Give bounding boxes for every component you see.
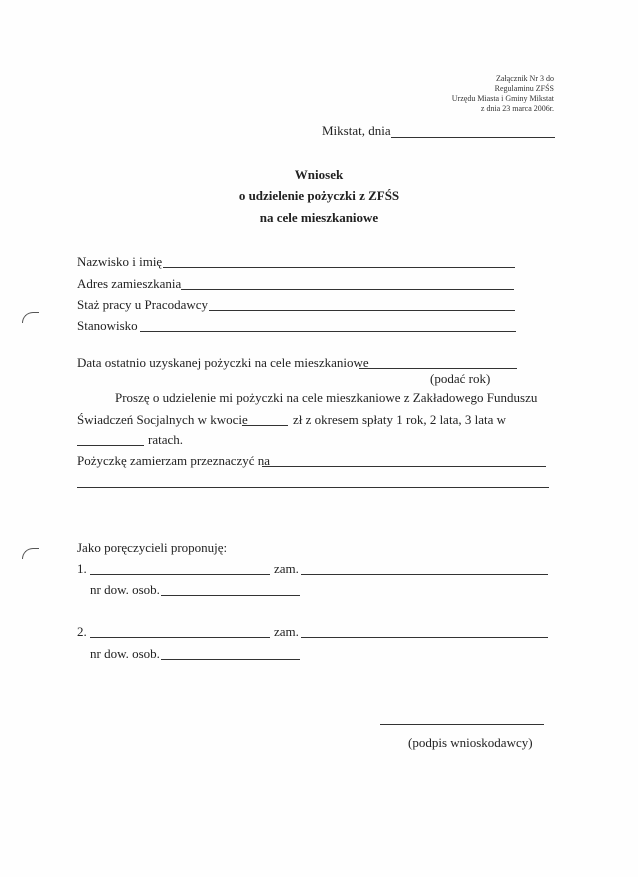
- last-loan-label: Data ostatnio uzyskanej pożyczki na cele mieszkaniowe: [77, 355, 369, 370]
- name-label: Nazwisko i imię: [77, 254, 163, 269]
- guarantor-id-label: nr dow. osob.: [90, 582, 160, 597]
- signature-label: (podpis wnioskodawcy): [408, 735, 533, 750]
- form-subtitle: o udzielenie pożyczki z ZFŚS: [238, 188, 400, 203]
- guarantor-number: 1.: [77, 561, 87, 576]
- date-field[interactable]: [391, 137, 555, 138]
- guarantor-id-field[interactable]: [161, 659, 300, 660]
- guarantor-address-label: zam.: [274, 624, 299, 639]
- form-title: Wniosek: [294, 167, 344, 182]
- purpose-field[interactable]: [262, 466, 546, 467]
- signature-field[interactable]: [380, 724, 544, 725]
- guarantor-address-label: zam.: [274, 561, 299, 576]
- purpose-label: Pożyczkę zamierzam przeznaczyć na: [77, 453, 271, 468]
- request-text-line: Świadczeń Socjalnych w kwocie: [77, 412, 248, 427]
- seniority-field[interactable]: [209, 310, 515, 311]
- guarantor-id-label: nr dow. osob.: [90, 646, 160, 661]
- request-text-line: zł z okresem spłaty 1 rok, 2 lata, 3 lata w: [293, 412, 506, 427]
- guarantors-heading: Jako poręczycieli proponuję:: [77, 540, 228, 555]
- place-date-label: Mikstat, dnia: [322, 123, 391, 138]
- year-hint: (podać rok): [430, 371, 491, 386]
- form-subtitle: na cele mieszkaniowe: [259, 210, 379, 225]
- position-field[interactable]: [140, 331, 516, 332]
- request-text-line: ratach.: [148, 432, 184, 447]
- seniority-label: Staż pracy u Pracodawcy: [77, 297, 209, 312]
- attachment-line: Załącznik Nr 3 do: [496, 74, 554, 83]
- position-label: Stanowisko: [77, 318, 138, 333]
- guarantor-address-field[interactable]: [301, 574, 548, 575]
- guarantor-name-field[interactable]: [90, 574, 270, 575]
- installments-field[interactable]: [77, 445, 144, 446]
- attachment-line: z dnia 23 marca 2006r.: [480, 104, 554, 113]
- attachment-line: Regulaminu ZFŚS: [494, 84, 554, 93]
- guarantor-address-field[interactable]: [301, 637, 548, 638]
- request-text-line: Proszę o udzielenie mi pożyczki na cele mieszkaniowe z Zakładowego Funduszu: [115, 390, 538, 405]
- punch-hole-mark: [22, 312, 39, 323]
- purpose-field-continuation[interactable]: [77, 487, 549, 488]
- amount-field[interactable]: [242, 425, 288, 426]
- guarantor-name-field[interactable]: [90, 637, 270, 638]
- punch-hole-mark: [22, 548, 39, 559]
- attachment-line: Urzędu Miasta i Gminy Mikstat: [451, 94, 554, 103]
- last-loan-field[interactable]: [359, 368, 517, 369]
- guarantor-number: 2.: [77, 624, 87, 639]
- attachment-note: [452, 74, 554, 114]
- guarantor-id-field[interactable]: [161, 595, 300, 596]
- name-field[interactable]: [163, 267, 515, 268]
- address-label: Adres zamieszkania: [77, 276, 182, 291]
- address-field[interactable]: [181, 289, 514, 290]
